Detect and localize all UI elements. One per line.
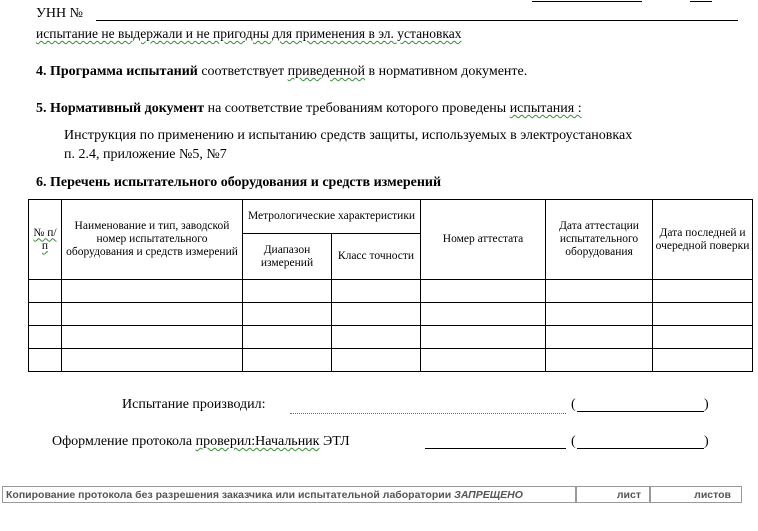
sheets-label: листов: [694, 489, 731, 501]
table-cell[interactable]: [546, 280, 653, 303]
table-cell[interactable]: [243, 303, 332, 326]
checker-label: [52, 434, 350, 450]
table-cell[interactable]: [29, 303, 62, 326]
tester-open-paren: (: [571, 397, 576, 412]
table-cell[interactable]: [29, 326, 62, 349]
table-cell[interactable]: [332, 303, 421, 326]
section-4-text-after: в нормативном документе.: [368, 64, 528, 79]
section-4: [36, 64, 527, 80]
table-row: [29, 280, 753, 303]
section-6-title: [36, 175, 441, 191]
section-4-title: 4. Программа испытаний: [36, 64, 198, 79]
table-cell[interactable]: [421, 349, 546, 372]
unn-number-line[interactable]: [96, 20, 738, 21]
section-6-title-text: 6. Перечень испытательного оборудования и средств измерений: [36, 175, 442, 190]
header-metro: Метрологические характеристики: [243, 200, 421, 234]
normative-doc-line-2: п. 2.4, приложение №5, №7: [64, 147, 227, 162]
table-cell[interactable]: [653, 280, 753, 303]
top-cutoff-line-1: [532, 1, 642, 2]
table-cell[interactable]: [332, 280, 421, 303]
table-row: [29, 349, 753, 372]
section-5-title: 5. Нормативный документ: [36, 101, 205, 116]
checker-label-wavy: проверил:Начальник: [195, 434, 320, 449]
checker-signature-line[interactable]: [425, 448, 566, 449]
table-row: [29, 303, 753, 326]
copy-notice: Копирование протокола без разрешения заказчика или испытательной лаборатории: [6, 489, 452, 501]
section-4-text-before: соответствует: [201, 64, 285, 79]
table-cell[interactable]: [243, 326, 332, 349]
checker-close-paren: ): [704, 434, 709, 449]
table-cell[interactable]: [62, 326, 243, 349]
table-cell[interactable]: [243, 280, 332, 303]
sheet-box: [576, 486, 650, 503]
section-5-text-wavy: испытания :: [509, 101, 582, 116]
header-cert-date: Дата аттестации испытательного оборудования: [546, 200, 653, 280]
table-cell[interactable]: [546, 349, 653, 372]
table-cell[interactable]: [332, 326, 421, 349]
table-cell[interactable]: [546, 326, 653, 349]
section-5-text: на соответствие требованиям которого проведены: [207, 101, 507, 116]
copy-notice-box: [2, 486, 576, 503]
unn-label: УНН №: [36, 6, 83, 21]
section-5: [36, 101, 582, 117]
table-cell[interactable]: [546, 303, 653, 326]
normative-doc-line-1: Инструкция по применению и испытанию средств защиты, используемых в электроустановках: [64, 128, 633, 143]
table-cell[interactable]: [29, 280, 62, 303]
table-cell[interactable]: [421, 280, 546, 303]
table-cell[interactable]: [29, 349, 62, 372]
table-cell[interactable]: [332, 349, 421, 372]
section-4-text-wavy: приведенной: [287, 64, 365, 79]
page-footer: [0, 486, 758, 504]
table-cell[interactable]: [62, 280, 243, 303]
table-row: [29, 326, 753, 349]
table-cell[interactable]: [421, 303, 546, 326]
tester-close-paren: ): [704, 397, 709, 412]
table-cell[interactable]: [653, 326, 753, 349]
tester-name-line[interactable]: [577, 411, 704, 412]
header-range: Диапазон измерений: [243, 234, 332, 280]
table-cell[interactable]: [653, 349, 753, 372]
top-cutoff-line-2: [690, 1, 712, 2]
header-num: [29, 200, 62, 280]
equipment-table: [28, 199, 753, 372]
checker-name-line[interactable]: [577, 448, 704, 449]
table-cell[interactable]: [62, 303, 243, 326]
failed-statement: испытание не выдержали и не пригодны для применения в эл. установках: [36, 26, 462, 41]
copy-forbidden: ЗАПРЕЩЕНО: [454, 489, 523, 501]
header-class: Класс точности: [332, 234, 421, 280]
checker-open-paren: (: [571, 434, 576, 449]
table-cell[interactable]: [62, 349, 243, 372]
sheet-label: лист: [616, 489, 641, 501]
header-num-text: № п/п: [33, 226, 57, 252]
checker-label-part2: ЭТЛ: [322, 434, 350, 449]
tester-label: Испытание производил:: [122, 397, 266, 412]
header-name: Наименование и тип, заводской номер испытательного оборудования и средств измерений: [62, 200, 243, 280]
table-cell[interactable]: [243, 349, 332, 372]
tester-signature-line[interactable]: [290, 399, 566, 414]
sheets-box: [650, 486, 742, 503]
header-cert: Номер аттестата: [421, 200, 546, 280]
table-cell[interactable]: [421, 326, 546, 349]
checker-label-part1: Оформление протокола: [52, 434, 193, 449]
header-check-date: Дата последней и очередной поверки: [653, 200, 753, 280]
table-cell[interactable]: [653, 303, 753, 326]
